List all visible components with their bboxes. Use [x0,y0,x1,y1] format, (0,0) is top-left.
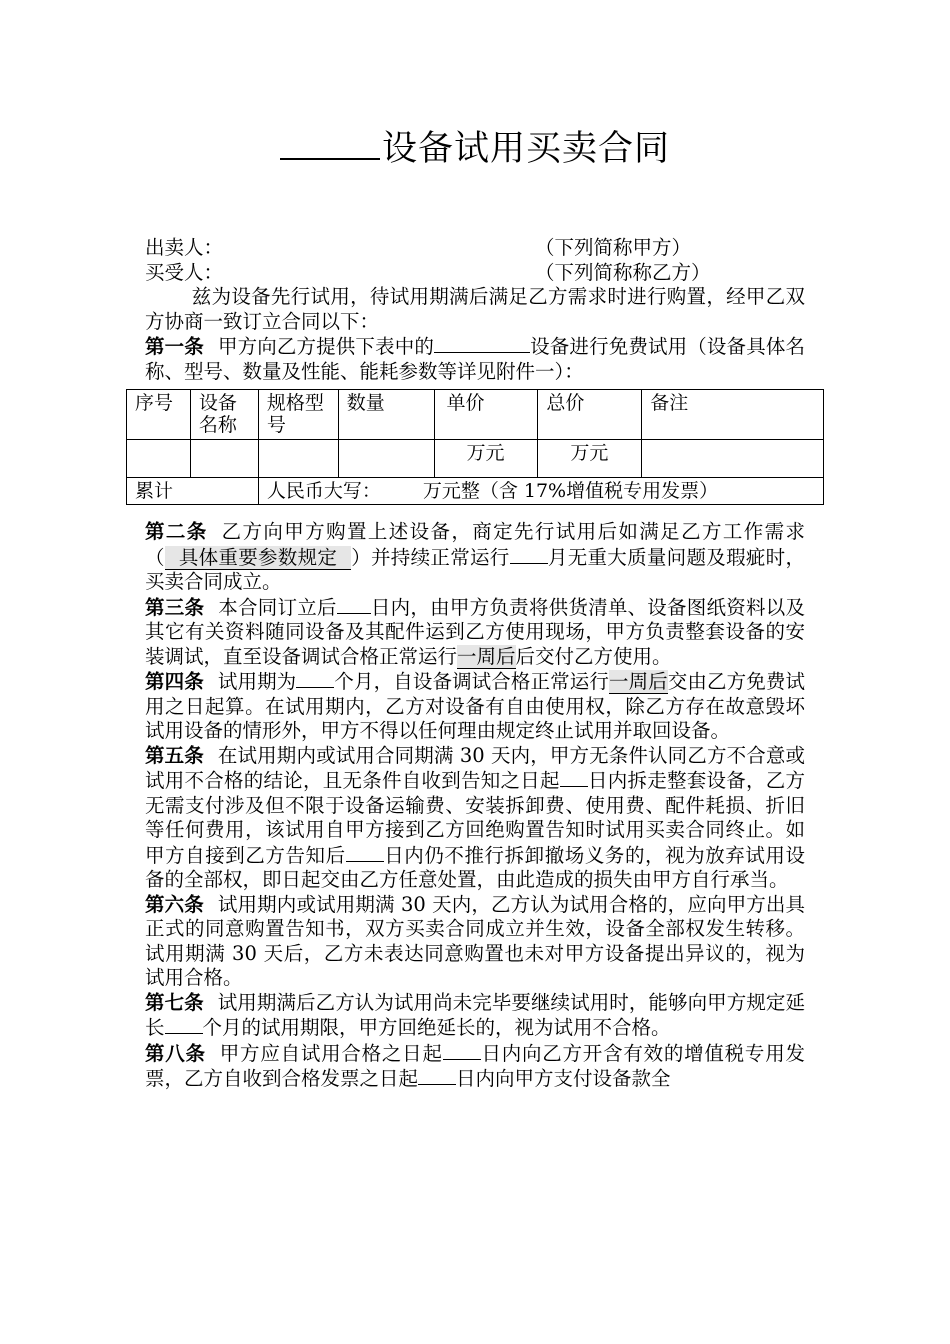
notice-days-blank [346,843,384,862]
header-cell: 单价 [434,390,538,440]
unit-price-cell: 万元 [434,440,538,478]
article-2: 第二条 乙方向甲方购置上述设备，商定先行试用后如满足乙方工作需求（ 具体重要参数规定 ）并持续正常运行 月无重大质量问题及瑕疵时，买卖合同成立。 [145,520,805,593]
months-blank [510,545,548,564]
invoice-days-blank [443,1041,481,1060]
article-1: 第一条 甲方向乙方提供下表中的 设备进行免费试用（设备具体名称、型号、数量及性能、能耗参数等详见附件一）： [145,335,805,383]
article-4: 第四条 试用期为 个月，自设备调试合格正常运行一周后交由乙方免费试用之日起算。在试用期内，乙方对设备有自由使用权，除乙方存在故意毁坏试用设备的情形外，甲方不得以任何理由规定终止试用并取回设备。 [145,670,805,742]
buyer-label: 买受人： [145,260,224,284]
header-cell: 数量 [338,390,434,440]
trial-months-blank [296,669,334,688]
days-blank [337,595,371,614]
removal-days-blank [560,768,588,787]
title-blank [280,124,380,160]
table-cell [190,440,258,478]
payment-days-blank [418,1066,456,1085]
table-cell [338,440,434,478]
article-7-label: 第七条 [145,990,204,1014]
article-8-label: 第八条 [145,1041,206,1065]
param-highlight: 具体重要参数规定 [165,546,351,570]
article-2-label: 第二条 [145,520,208,543]
rmb-cell: 人民币大写： 万元整（含 17%增值税专用发票） [258,478,823,505]
article-1-label: 第一条 [145,335,204,358]
article-7: 第七条 试用期满后乙方认为试用尚未完毕要继续试用时，能够向甲方规定延长 个月的试用期限，甲方回绝延长的，视为试用不合格。 [145,990,805,1039]
article-6: 第六条 试用期内或试用期满 30 天内，乙方认为试用合格的，应向甲方出具正式的同意购置告知书，双方买卖合同成立并生效，设备全部权发生转移。试用期满 30 天后，乙方未表达同意购置也未对甲方设备提出异议的，视为试用合格。 [145,892,805,989]
week-highlight: 一周后 [608,670,668,693]
table-cell [258,440,338,478]
table-row [127,440,824,478]
buyer-note: （下列简称称乙方） [535,260,711,284]
contract-title: 设备试用买卖合同 [0,124,950,173]
extend-months-blank [165,1015,203,1034]
article-3-label: 第三条 [145,595,205,619]
seller-line [145,236,805,261]
buyer-line [145,261,805,286]
article-8: 第八条 甲方应自试用合格之日起 日内向乙方开含有效的增值税专用发票，乙方自收到合格发票之日起 日内向甲方支付设备款全 [145,1041,805,1090]
article-4-label: 第四条 [145,670,204,693]
header-cell: 设备名称 [190,390,258,440]
article-6-label: 第六条 [145,892,204,916]
header-cell: 备注 [642,390,824,440]
table-cell [642,440,824,478]
article-5-label: 第五条 [145,743,204,767]
table-cell [127,440,191,478]
unit-total-cell: 万元 [538,440,642,478]
equipment-table [126,389,824,505]
total-label-cell: 累计 [127,478,259,505]
header-cell: 序号 [127,390,191,440]
article-3: 第三条 本合同订立后 日内，由甲方负责将供货清单、设备图纸资料以及其它有关资料随同设备及其配件运到乙方使用现场，甲方负责整套设备的安装调试，直至设备调试合格正常运行一周后后交付乙方使用。 [145,595,805,668]
seller-label: 出卖人： [145,236,224,259]
header-cell: 总价 [538,390,642,440]
seller-note: （下列简称甲方） [535,236,692,259]
preamble: 兹为设备先行试用，待试用期满后满足乙方需求时进行购置，经甲乙双方协商一致订立合同以下： [145,285,805,333]
header-cell: 规格型号 [258,390,338,440]
contract-body [145,236,805,1092]
table-total-row [127,478,824,505]
article-5: 第五条 在试用期内或试用合同期满 30 天内，甲方无条件认同乙方不合意或试用不合格的结论，且无条件自收到告知之日起 日内拆走整套设备，乙方无需支付涉及但不限于设备运输费、安装拆卸费、使用费、配件耗损、折旧等任何费用，该试用自甲方接到乙方回绝购置告知时试用买卖合同终止。如甲方自接到乙方告知后 日内仍不推行拆卸撤场义务的，视为放弃试用设备的全部权，即日起交由乙方任意处置，由此造成的损失由甲方自行承当。 [145,743,805,891]
table-header-row [127,390,824,440]
equipment-blank [434,334,530,353]
week-highlight: 一周后 [457,644,516,668]
